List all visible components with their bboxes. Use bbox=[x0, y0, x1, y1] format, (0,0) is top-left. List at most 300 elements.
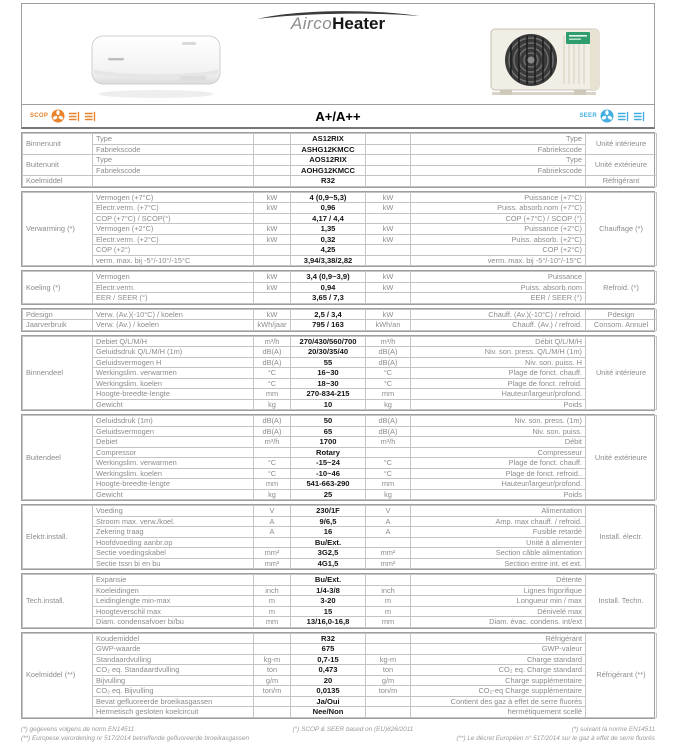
spec-value: 0,7-15 bbox=[291, 654, 366, 665]
spec-label-fr: Débit bbox=[411, 437, 586, 448]
spec-unit-fr bbox=[366, 176, 411, 187]
spec-unit-fr: m³/h bbox=[366, 437, 411, 448]
spec-label-fr: Lignes frigorifique bbox=[411, 585, 586, 596]
spec-label-nl: Hoofdvoeding aanbr.op bbox=[93, 537, 254, 548]
spec-label-nl: Geluidsdruk (1m) bbox=[93, 416, 254, 427]
spec-label-fr: Type bbox=[411, 155, 586, 166]
scop-label: SCOP bbox=[30, 113, 49, 119]
footnote-fr-2: (**) Le décret Européen n° 517/2014 sur le gaz à effet de serre fluorés bbox=[456, 734, 655, 742]
spec-label-fr: Plage de fonct. refroid. bbox=[411, 378, 586, 389]
spec-value: Ja/Oui bbox=[291, 696, 366, 707]
spec-row bbox=[23, 633, 657, 644]
spec-value: R32 bbox=[291, 176, 366, 187]
section-label-nl: Binnenunit bbox=[23, 134, 93, 155]
spec-label-nl: Voeding bbox=[93, 506, 254, 517]
spec-value: 13/16,0-16,8 bbox=[291, 617, 366, 628]
spec-unit-nl: kW bbox=[254, 282, 291, 293]
spec-unit-nl: kW bbox=[254, 272, 291, 283]
spec-row bbox=[23, 282, 657, 293]
outdoor-unit-image bbox=[486, 24, 608, 104]
spec-label-nl: Werkingslim. koelen bbox=[93, 378, 254, 389]
spec-unit-fr: dB(A) bbox=[366, 426, 411, 437]
spec-unit-fr: kg bbox=[366, 399, 411, 410]
spec-value: -15~24 bbox=[291, 458, 366, 469]
spec-label-fr: Réfrigérant bbox=[411, 633, 586, 644]
fan-icon bbox=[600, 109, 614, 123]
spec-label-nl: CO₂ eq. Standaardvulling bbox=[93, 665, 254, 676]
spec-value: 55 bbox=[291, 357, 366, 368]
spec-unit-nl: m³/h bbox=[254, 336, 291, 347]
spec-unit-nl: kW bbox=[254, 309, 291, 320]
spec-unit-nl: mm² bbox=[254, 548, 291, 559]
spec-label-nl: Leidinglengte min-max bbox=[93, 596, 254, 607]
spec-unit-fr: mm bbox=[366, 479, 411, 490]
spec-value: 50 bbox=[291, 416, 366, 427]
spec-value: 1700 bbox=[291, 437, 366, 448]
spec-label-fr: Dénivelé max bbox=[411, 606, 586, 617]
spec-label-fr: Chauff. (Av.)(-10°C) / refroid. bbox=[411, 309, 586, 320]
spec-row bbox=[23, 506, 657, 517]
spec-label-fr: Niv. son. press. (1m) bbox=[411, 416, 586, 427]
spec-unit-nl bbox=[254, 447, 291, 458]
spec-row bbox=[23, 527, 657, 538]
spec-unit-fr: mm bbox=[366, 617, 411, 628]
spec-label-nl: Debiet bbox=[93, 437, 254, 448]
spec-label-fr: Niv. son. puiss. H bbox=[411, 357, 586, 368]
spec-label-fr: Amp. max chauff. / refroid. bbox=[411, 516, 586, 527]
spec-row bbox=[23, 548, 657, 559]
spec-value: AOHG12KMCC bbox=[291, 165, 366, 176]
spec-label-fr: Section câble alimentation bbox=[411, 548, 586, 559]
spec-value: 0,96 bbox=[291, 203, 366, 214]
spec-value: 16 bbox=[291, 527, 366, 538]
spec-unit-nl bbox=[254, 293, 291, 304]
spec-unit-fr bbox=[366, 165, 411, 176]
spec-unit-nl: °C bbox=[254, 368, 291, 379]
spec-value: AOS12RIX bbox=[291, 155, 366, 166]
spec-label-fr: Puissance (+2°C) bbox=[411, 224, 586, 235]
spec-unit-nl: dB(A) bbox=[254, 347, 291, 358]
spec-label-fr: Charge supplémentaire bbox=[411, 675, 586, 686]
spec-value: Bu/Ext. bbox=[291, 575, 366, 586]
spec-unit-fr: kW bbox=[366, 224, 411, 235]
spec-unit-nl bbox=[254, 165, 291, 176]
spec-row bbox=[23, 389, 657, 400]
spec-unit-nl: kWh/jaar bbox=[254, 320, 291, 331]
spec-label-nl: Sectie voedingskabel bbox=[93, 548, 254, 559]
spec-value: 20 bbox=[291, 675, 366, 686]
spec-label-nl: Werkingslim. verwarmen bbox=[93, 458, 254, 469]
spec-value: 15 bbox=[291, 606, 366, 617]
spec-row bbox=[23, 537, 657, 548]
spec-value: 3,94/3,38/2,82 bbox=[291, 255, 366, 266]
spec-unit-nl: °C bbox=[254, 458, 291, 469]
spec-unit-fr: A bbox=[366, 527, 411, 538]
spec-label-fr: Contient des gaz à effet de serre fluorés bbox=[411, 696, 586, 707]
spec-unit-fr: °C bbox=[366, 458, 411, 469]
spec-row bbox=[23, 426, 657, 437]
spec-row bbox=[23, 617, 657, 628]
spec-label-nl: Expansie bbox=[93, 575, 254, 586]
spec-row bbox=[23, 516, 657, 527]
spec-label-fr: Niv. son. puiss. bbox=[411, 426, 586, 437]
spec-group bbox=[21, 270, 655, 305]
section-label-nl: Verwarming (*) bbox=[23, 192, 93, 266]
section-label-fr: Réfrigérant bbox=[586, 176, 657, 187]
spec-unit-nl: °C bbox=[254, 468, 291, 479]
spec-label-nl: Stroom max. verw./koel. bbox=[93, 516, 254, 527]
spec-unit-nl bbox=[254, 155, 291, 166]
section-label-nl: Koelmiddel bbox=[23, 176, 93, 187]
seer-rating bbox=[506, 109, 646, 123]
spec-label-nl: Werkingslim. koelen bbox=[93, 468, 254, 479]
spec-unit-nl: kW bbox=[254, 234, 291, 245]
section-label-fr: Unité extérieure bbox=[586, 155, 657, 176]
spec-label-nl: COP (+7°C) / SCOP(°) bbox=[93, 213, 254, 224]
spec-value: 4,17 / 4,4 bbox=[291, 213, 366, 224]
spec-label-nl: GWP-waarde bbox=[93, 644, 254, 655]
spec-table bbox=[21, 132, 655, 719]
spec-label-nl: Zekering traag bbox=[93, 527, 254, 538]
spec-label-nl: verm. max. bij -5°/-10°/-15°C bbox=[93, 255, 254, 266]
spec-label-fr: Plage de fonct. refroid.. bbox=[411, 468, 586, 479]
spec-label-fr: CO₂ eq. Charge standard bbox=[411, 665, 586, 676]
spec-label-fr: Charge standard bbox=[411, 654, 586, 665]
spec-label-fr: Débit Q/L/M/H bbox=[411, 336, 586, 347]
spec-row bbox=[23, 675, 657, 686]
spec-group bbox=[21, 191, 655, 268]
spec-label-fr: COP (+7°C) / SCOP (°) bbox=[411, 213, 586, 224]
spec-label-nl: Bevat gefluoreerde broeikasgassen bbox=[93, 696, 254, 707]
spec-value: 4,25 bbox=[291, 245, 366, 256]
spec-row bbox=[23, 368, 657, 379]
footnote-nl-2: (**) Europese verordening nr 517/2014 betreffende gefluoreerde broeikasgassen bbox=[21, 734, 250, 742]
spec-row bbox=[23, 336, 657, 347]
spec-label-nl: Werkingslim. verwarmen bbox=[93, 368, 254, 379]
section-label-fr: Consom. Annuel bbox=[586, 320, 657, 331]
scop-rating bbox=[30, 109, 170, 123]
spec-unit-fr: kW bbox=[366, 192, 411, 203]
spec-label-nl: Electr.verm. (+7°C) bbox=[93, 203, 254, 214]
heat-air-icon bbox=[68, 111, 81, 122]
spec-label-nl: Gewicht bbox=[93, 399, 254, 410]
spec-label-nl: Hoogte-breedte-lengte bbox=[93, 479, 254, 490]
spec-unit-fr: kW bbox=[366, 203, 411, 214]
spec-unit-nl: °C bbox=[254, 378, 291, 389]
spec-label-nl: Standaardvulling bbox=[93, 654, 254, 665]
spec-label-fr: Compresseur bbox=[411, 447, 586, 458]
header bbox=[21, 3, 655, 105]
spec-unit-fr bbox=[366, 155, 411, 166]
spec-unit-fr: m³/h bbox=[366, 336, 411, 347]
spec-unit-nl: dB(A) bbox=[254, 426, 291, 437]
section-label-nl: Koeling (*) bbox=[23, 272, 93, 304]
spec-row bbox=[23, 272, 657, 283]
spec-label-nl: Vermogen (+2°C) bbox=[93, 224, 254, 235]
spec-unit-fr: kg bbox=[366, 489, 411, 500]
section-label-nl: Buitendeel bbox=[23, 416, 93, 500]
spec-label-fr: CO₂-eq Charge supplémentaire bbox=[411, 686, 586, 697]
spec-unit-fr: mm² bbox=[366, 558, 411, 569]
spec-row bbox=[23, 357, 657, 368]
spec-label-fr: Longueur min / max bbox=[411, 596, 586, 607]
spec-label-fr: Hauteur/largeur/profond. bbox=[411, 479, 586, 490]
cool-air-icon bbox=[633, 111, 646, 122]
spec-label-fr: Poids bbox=[411, 489, 586, 500]
spec-value: 0,473 bbox=[291, 665, 366, 676]
spec-unit-fr: kg-m bbox=[366, 654, 411, 665]
spec-label-fr: Puiss. absorb.nom bbox=[411, 282, 586, 293]
spec-label-nl: Geluidsdruk Q/L/M/H (1m) bbox=[93, 347, 254, 358]
spec-value: 3,65 / 7,3 bbox=[291, 293, 366, 304]
spec-group bbox=[21, 335, 655, 412]
section-label-fr: Unité extérieure bbox=[586, 416, 657, 500]
footnote-nl-1: (*) gegevens volgens de norm EN14511 bbox=[21, 725, 135, 733]
spec-row bbox=[23, 155, 657, 166]
spec-label-fr: Type bbox=[411, 134, 586, 145]
footnote-fr-1: (*) suivant la norme EN14511 bbox=[571, 725, 655, 733]
spec-unit-nl: mm bbox=[254, 479, 291, 490]
spec-label-nl: Vermogen bbox=[93, 272, 254, 283]
spec-value: 795 / 163 bbox=[291, 320, 366, 331]
spec-row bbox=[23, 347, 657, 358]
section-label-nl: Jaarverbruik bbox=[23, 320, 93, 331]
spec-unit-fr: °C bbox=[366, 378, 411, 389]
spec-unit-nl: A bbox=[254, 516, 291, 527]
spec-unit-fr: mm bbox=[366, 389, 411, 400]
spec-value: 1,35 bbox=[291, 224, 366, 235]
spec-unit-nl: dB(A) bbox=[254, 416, 291, 427]
spec-value: 16~30 bbox=[291, 368, 366, 379]
spec-value: 3-20 bbox=[291, 596, 366, 607]
energy-rating-bar bbox=[21, 105, 655, 129]
spec-value: 3G2,5 bbox=[291, 548, 366, 559]
spec-unit-fr: mm² bbox=[366, 548, 411, 559]
spec-unit-nl bbox=[254, 134, 291, 145]
spec-unit-nl bbox=[254, 696, 291, 707]
spec-row bbox=[23, 144, 657, 155]
spec-unit-nl: V bbox=[254, 506, 291, 517]
spec-row bbox=[23, 437, 657, 448]
spec-label-nl: Bijvulling bbox=[93, 675, 254, 686]
fan-icon bbox=[51, 109, 65, 123]
spec-group bbox=[21, 414, 655, 501]
spec-row bbox=[23, 447, 657, 458]
spec-unit-nl: ton bbox=[254, 665, 291, 676]
spec-unit-nl: mm bbox=[254, 617, 291, 628]
spec-label-nl: Sectie tssn bi en bu bbox=[93, 558, 254, 569]
section-label-fr: Unité intérieure bbox=[586, 336, 657, 410]
spec-label-fr: Section entre int. et ext. bbox=[411, 558, 586, 569]
seer-label: SEER bbox=[579, 113, 597, 119]
spec-unit-fr: °C bbox=[366, 368, 411, 379]
brand-badge bbox=[566, 32, 590, 44]
spec-unit-fr: kW bbox=[366, 234, 411, 245]
spec-label-fr: Détente bbox=[411, 575, 586, 586]
section-label-nl: Koelmiddel (**) bbox=[23, 633, 93, 717]
spec-value: 270-834-215 bbox=[291, 389, 366, 400]
spec-label-fr: Alimentation bbox=[411, 506, 586, 517]
spec-group bbox=[21, 132, 655, 188]
spec-value: 4G1,5 bbox=[291, 558, 366, 569]
spec-value: Nee/Non bbox=[291, 707, 366, 718]
spec-unit-fr: kW bbox=[366, 282, 411, 293]
spec-label-fr: Niv. son. press. Q/L/M/H (1m) bbox=[411, 347, 586, 358]
spec-unit-nl: m bbox=[254, 606, 291, 617]
spec-unit-fr bbox=[366, 293, 411, 304]
spec-label-fr: Hauteur/largeur/profond. bbox=[411, 389, 586, 400]
spec-label-nl: Geluidsvermogen H bbox=[93, 357, 254, 368]
section-label-fr: Install. Techn. bbox=[586, 575, 657, 628]
footnotes bbox=[21, 725, 655, 743]
spec-label-fr: verm. max. bij -5°/-10°/-15°C bbox=[411, 255, 586, 266]
spec-row bbox=[23, 686, 657, 697]
section-label-fr: Refroid. (*) bbox=[586, 272, 657, 304]
spec-unit-nl bbox=[254, 537, 291, 548]
spec-row bbox=[23, 234, 657, 245]
spec-row bbox=[23, 224, 657, 235]
spec-row bbox=[23, 320, 657, 331]
spec-label-fr: Fabriekscode bbox=[411, 144, 586, 155]
spec-value: 230/1F bbox=[291, 506, 366, 517]
spec-label-fr: hermétiquement scellé bbox=[411, 707, 586, 718]
spec-unit-nl bbox=[254, 144, 291, 155]
spec-row bbox=[23, 585, 657, 596]
spec-label-fr: COP (+2°C) bbox=[411, 245, 586, 256]
section-label-fr: Install. électr. bbox=[586, 506, 657, 569]
spec-row bbox=[23, 416, 657, 427]
spec-label-fr: Plage de fonct. chauff. bbox=[411, 458, 586, 469]
section-label-nl: Buitenunit bbox=[23, 155, 93, 176]
spec-value: 9/6,5 bbox=[291, 516, 366, 527]
spec-unit-fr: m bbox=[366, 606, 411, 617]
spec-row bbox=[23, 644, 657, 655]
spec-unit-fr: V bbox=[366, 506, 411, 517]
spec-value: -10~46 bbox=[291, 468, 366, 479]
spec-unit-nl: mm² bbox=[254, 558, 291, 569]
spec-row bbox=[23, 654, 657, 665]
section-label-fr: Chauffage (*) bbox=[586, 192, 657, 266]
spec-label-fr: Poids bbox=[411, 399, 586, 410]
spec-unit-nl: g/m bbox=[254, 675, 291, 686]
section-label-nl: Elektr.install. bbox=[23, 506, 93, 569]
spec-label-nl: Type bbox=[93, 134, 254, 145]
spec-unit-fr: ton/m bbox=[366, 686, 411, 697]
spec-label-fr: Unité à alimenter bbox=[411, 537, 586, 548]
spec-value: 18~30 bbox=[291, 378, 366, 389]
spec-label-fr: Puiss. absorb. (+2°C) bbox=[411, 234, 586, 245]
spec-value: ASHG12KMCC bbox=[291, 144, 366, 155]
spec-row bbox=[23, 575, 657, 586]
spec-row bbox=[23, 558, 657, 569]
spec-value: 65 bbox=[291, 426, 366, 437]
spec-unit-fr bbox=[366, 213, 411, 224]
spec-unit-nl bbox=[254, 176, 291, 187]
spec-row bbox=[23, 245, 657, 256]
spec-row bbox=[23, 165, 657, 176]
spec-label-nl: Electr.verm. bbox=[93, 282, 254, 293]
spec-unit-fr bbox=[366, 575, 411, 586]
spec-value: R32 bbox=[291, 633, 366, 644]
spec-row bbox=[23, 309, 657, 320]
spec-value: AS12RIX bbox=[291, 134, 366, 145]
spec-label-fr: Puissance (+7°C) bbox=[411, 192, 586, 203]
spec-value: 25 bbox=[291, 489, 366, 500]
spec-label-nl: Fabriekscode bbox=[93, 165, 254, 176]
spec-unit-fr bbox=[366, 633, 411, 644]
spec-value: 3,4 (0,9~3,9) bbox=[291, 272, 366, 283]
spec-value: 20/30/35/40 bbox=[291, 347, 366, 358]
spec-unit-nl: A bbox=[254, 527, 291, 538]
spec-group bbox=[21, 504, 655, 570]
spec-row bbox=[23, 596, 657, 607]
spec-value: 675 bbox=[291, 644, 366, 655]
section-label-nl: Binnendeel bbox=[23, 336, 93, 410]
spec-value: 0,94 bbox=[291, 282, 366, 293]
footnote-scop-seer: (°) SCOP & SEER based on (EU)626/2011 bbox=[292, 725, 414, 733]
spec-value: 0,0135 bbox=[291, 686, 366, 697]
spec-row bbox=[23, 134, 657, 145]
spec-unit-fr: °C bbox=[366, 468, 411, 479]
spec-label-fr: GWP-valeur bbox=[411, 644, 586, 655]
spec-label-fr: Plage de fonct. chauff. bbox=[411, 368, 586, 379]
section-label-nl: Tech.install. bbox=[23, 575, 93, 628]
spec-label-nl: Hoogteverschil max bbox=[93, 606, 254, 617]
spec-unit-nl: kW bbox=[254, 203, 291, 214]
spec-value: 541-663-290 bbox=[291, 479, 366, 490]
spec-unit-fr bbox=[366, 696, 411, 707]
spec-value: 10 bbox=[291, 399, 366, 410]
spec-label-nl: Gewicht bbox=[93, 489, 254, 500]
spec-group bbox=[21, 632, 655, 719]
spec-value: 0,32 bbox=[291, 234, 366, 245]
spec-row bbox=[23, 176, 657, 187]
spec-row bbox=[23, 468, 657, 479]
indoor-unit-image bbox=[84, 30, 229, 102]
spec-unit-fr: inch bbox=[366, 585, 411, 596]
spec-label-nl: Hoogte-breedte-lengte bbox=[93, 389, 254, 400]
spec-group bbox=[21, 308, 655, 332]
spec-label-nl: Verw. (Av.) / koelen bbox=[93, 320, 254, 331]
brand-name-light: Airco bbox=[290, 14, 333, 33]
spec-unit-fr bbox=[366, 134, 411, 145]
spec-label-nl: Debiet Q/L/M/H bbox=[93, 336, 254, 347]
spec-label-nl: CO₂ eq. Bijvulling bbox=[93, 686, 254, 697]
spec-unit-nl: inch bbox=[254, 585, 291, 596]
spec-unit-fr: dB(A) bbox=[366, 347, 411, 358]
spec-unit-fr: kW bbox=[366, 272, 411, 283]
spec-row bbox=[23, 696, 657, 707]
spec-unit-fr bbox=[366, 707, 411, 718]
spec-row bbox=[23, 378, 657, 389]
spec-unit-nl bbox=[254, 575, 291, 586]
spec-unit-nl bbox=[254, 644, 291, 655]
spec-label-nl: Koudemiddel bbox=[93, 633, 254, 644]
spec-label-nl: Type bbox=[93, 155, 254, 166]
spec-label-nl: EER / SEER (°) bbox=[93, 293, 254, 304]
spec-unit-nl bbox=[254, 245, 291, 256]
spec-unit-nl: m bbox=[254, 596, 291, 607]
spec-label-nl: Electr.verm. (+2°C) bbox=[93, 234, 254, 245]
spec-row bbox=[23, 707, 657, 718]
spec-unit-fr: kW bbox=[366, 309, 411, 320]
spec-row bbox=[23, 479, 657, 490]
spec-unit-fr: A bbox=[366, 516, 411, 527]
spec-row bbox=[23, 293, 657, 304]
spec-label-nl: Geluidsvermogen bbox=[93, 426, 254, 437]
spec-unit-fr: kWh/an bbox=[366, 320, 411, 331]
spec-unit-fr bbox=[366, 255, 411, 266]
